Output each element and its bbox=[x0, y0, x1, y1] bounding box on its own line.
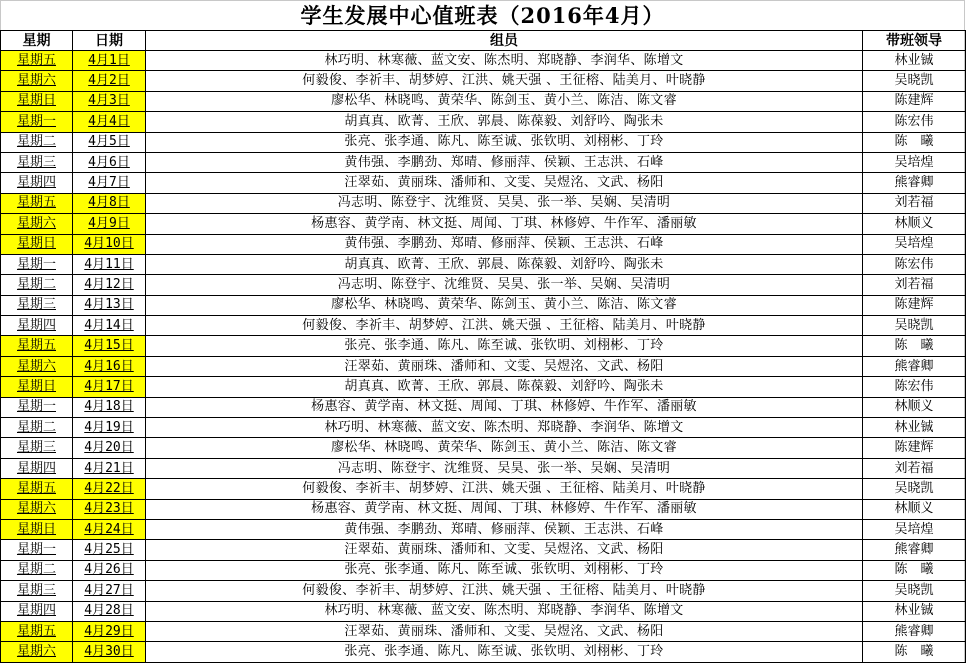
members-cell[interactable]: 杨惠容、黄学南、林文挺、周闻、丁琪、林修婷、牛作军、潘丽敏 bbox=[146, 499, 863, 519]
date-cell[interactable]: 4月22日 bbox=[73, 479, 146, 499]
members-cell[interactable]: 何毅俊、李祈丰、胡梦婷、江洪、姚天强 、王征榕、陆美月、叶晓静 bbox=[146, 71, 863, 91]
leader-cell[interactable]: 陈 曦 bbox=[863, 132, 966, 152]
date-cell[interactable]: 4月1日 bbox=[73, 51, 146, 71]
table-row bbox=[1, 479, 966, 499]
table-row bbox=[1, 214, 966, 234]
members-cell[interactable]: 何毅俊、李祈丰、胡梦婷、江洪、姚天强 、王征榕、陆美月、叶晓静 bbox=[146, 316, 863, 336]
members-cell[interactable]: 汪翠茹、黄丽珠、潘师和、文雯、吴煜洺、文武、杨阳 bbox=[146, 540, 863, 560]
leader-cell[interactable]: 吴培煌 bbox=[863, 519, 966, 539]
header-members[interactable]: 组员 bbox=[146, 31, 863, 51]
table-row bbox=[1, 356, 966, 376]
date-cell[interactable]: 4月29日 bbox=[73, 621, 146, 641]
date-cell[interactable]: 4月5日 bbox=[73, 132, 146, 152]
leader-cell[interactable]: 林顺义 bbox=[863, 499, 966, 519]
members-cell[interactable]: 张亮、张李通、陈凡、陈至诚、张钦明、刘栩彬、丁玲 bbox=[146, 560, 863, 580]
date-cell[interactable]: 4月23日 bbox=[73, 499, 146, 519]
members-cell[interactable]: 汪翠茹、黄丽珠、潘师和、文雯、吴煜洺、文武、杨阳 bbox=[146, 173, 863, 193]
date-cell[interactable]: 4月8日 bbox=[73, 193, 146, 213]
table-row bbox=[1, 152, 966, 172]
leader-cell[interactable]: 刘若福 bbox=[863, 458, 966, 478]
members-cell[interactable]: 黄伟强、李鹏劲、郑晴、修丽萍、侯颖、王志洪、石峰 bbox=[146, 519, 863, 539]
leader-cell[interactable]: 吴培煌 bbox=[863, 152, 966, 172]
weekday-cell[interactable]: 星期五 bbox=[1, 621, 73, 641]
members-cell[interactable]: 胡真真、欧菁、王欣、郭晨、陈葆毅、刘舒吟、陶张未 bbox=[146, 377, 863, 397]
date-cell[interactable]: 4月3日 bbox=[73, 91, 146, 111]
weekday-cell[interactable]: 星期四 bbox=[1, 601, 73, 621]
date-cell[interactable]: 4月15日 bbox=[73, 336, 146, 356]
table-row bbox=[1, 438, 966, 458]
date-cell[interactable]: 4月7日 bbox=[73, 173, 146, 193]
weekday-cell[interactable]: 星期日 bbox=[1, 234, 73, 254]
table-row bbox=[1, 397, 966, 417]
table-body bbox=[1, 51, 966, 663]
members-cell[interactable]: 汪翠茹、黄丽珠、潘师和、文雯、吴煜洺、文武、杨阳 bbox=[146, 621, 863, 641]
weekday-cell[interactable]: 星期五 bbox=[1, 193, 73, 213]
members-cell[interactable]: 胡真真、欧菁、王欣、郭晨、陈葆毅、刘舒吟、陶张未 bbox=[146, 254, 863, 274]
date-cell[interactable]: 4月25日 bbox=[73, 540, 146, 560]
date-cell[interactable]: 4月17日 bbox=[73, 377, 146, 397]
weekday-cell[interactable]: 星期日 bbox=[1, 519, 73, 539]
leader-cell[interactable]: 林业铖 bbox=[863, 601, 966, 621]
table-row bbox=[1, 316, 966, 336]
table-row bbox=[1, 295, 966, 315]
table-row bbox=[1, 519, 966, 539]
members-cell[interactable]: 黄伟强、李鹏劲、郑晴、修丽萍、侯颖、王志洪、石峰 bbox=[146, 234, 863, 254]
weekday-cell[interactable]: 星期一 bbox=[1, 254, 73, 274]
leader-cell[interactable]: 熊睿卿 bbox=[863, 173, 966, 193]
table-row bbox=[1, 642, 966, 662]
table-row bbox=[1, 621, 966, 641]
members-cell[interactable]: 冯志明、陈登宇、沈维贤、吴昊、张一举、吴娴、吴清明 bbox=[146, 193, 863, 213]
weekday-cell[interactable]: 星期五 bbox=[1, 479, 73, 499]
leader-cell[interactable]: 吴晓凯 bbox=[863, 71, 966, 91]
date-cell[interactable]: 4月4日 bbox=[73, 112, 146, 132]
leader-cell[interactable]: 陈宏伟 bbox=[863, 254, 966, 274]
date-cell[interactable]: 4月11日 bbox=[73, 254, 146, 274]
table-row bbox=[1, 71, 966, 91]
date-cell[interactable]: 4月12日 bbox=[73, 275, 146, 295]
members-cell[interactable]: 汪翠茹、黄丽珠、潘师和、文雯、吴煜洺、文武、杨阳 bbox=[146, 356, 863, 376]
date-cell[interactable]: 4月10日 bbox=[73, 234, 146, 254]
weekday-cell[interactable]: 星期四 bbox=[1, 316, 73, 336]
table-row bbox=[1, 581, 966, 601]
weekday-cell[interactable]: 星期二 bbox=[1, 418, 73, 438]
leader-cell[interactable]: 陈宏伟 bbox=[863, 377, 966, 397]
date-cell[interactable]: 4月18日 bbox=[73, 397, 146, 417]
table-row bbox=[1, 458, 966, 478]
weekday-cell[interactable]: 星期五 bbox=[1, 51, 73, 71]
weekday-cell[interactable]: 星期六 bbox=[1, 356, 73, 376]
weekday-cell[interactable]: 星期六 bbox=[1, 642, 73, 662]
weekday-cell[interactable]: 星期一 bbox=[1, 540, 73, 560]
date-cell[interactable]: 4月14日 bbox=[73, 316, 146, 336]
duty-schedule-table bbox=[0, 30, 966, 663]
leader-cell[interactable]: 吴晓凯 bbox=[863, 316, 966, 336]
table-row bbox=[1, 499, 966, 519]
weekday-cell[interactable]: 星期五 bbox=[1, 336, 73, 356]
weekday-cell[interactable]: 星期三 bbox=[1, 581, 73, 601]
table-row bbox=[1, 132, 966, 152]
leader-cell[interactable]: 刘若福 bbox=[863, 275, 966, 295]
table-row bbox=[1, 560, 966, 580]
table-row bbox=[1, 173, 966, 193]
members-cell[interactable]: 林巧明、林寒薇、蓝文安、陈杰明、郑晓静、李润华、陈增文 bbox=[146, 418, 863, 438]
leader-cell[interactable]: 陈 曦 bbox=[863, 336, 966, 356]
members-cell[interactable]: 廖松华、林晓鸣、黄荣华、陈剑玉、黄小兰、陈洁、陈文睿 bbox=[146, 91, 863, 111]
leader-cell[interactable]: 林业铖 bbox=[863, 418, 966, 438]
table-row bbox=[1, 601, 966, 621]
table-row bbox=[1, 193, 966, 213]
weekday-cell[interactable]: 星期四 bbox=[1, 458, 73, 478]
table-row bbox=[1, 377, 966, 397]
table-row bbox=[1, 254, 966, 274]
table-row bbox=[1, 418, 966, 438]
weekday-cell[interactable]: 星期三 bbox=[1, 295, 73, 315]
members-cell[interactable]: 张亮、张李通、陈凡、陈至诚、张钦明、刘栩彬、丁玲 bbox=[146, 642, 863, 662]
date-cell[interactable]: 4月21日 bbox=[73, 458, 146, 478]
members-cell[interactable]: 林巧明、林寒薇、蓝文安、陈杰明、郑晓静、李润华、陈增文 bbox=[146, 51, 863, 71]
date-cell[interactable]: 4月16日 bbox=[73, 356, 146, 376]
weekday-cell[interactable]: 星期一 bbox=[1, 397, 73, 417]
table-row bbox=[1, 234, 966, 254]
leader-cell[interactable]: 林业铖 bbox=[863, 51, 966, 71]
members-cell[interactable]: 何毅俊、李祈丰、胡梦婷、江洪、姚天强 、王征榕、陆美月、叶晓静 bbox=[146, 581, 863, 601]
table-row bbox=[1, 540, 966, 560]
leader-cell[interactable]: 熊睿卿 bbox=[863, 540, 966, 560]
members-cell[interactable]: 杨惠容、黄学南、林文挺、周闻、丁琪、林修婷、牛作军、潘丽敏 bbox=[146, 397, 863, 417]
members-cell[interactable]: 杨惠容、黄学南、林文挺、周闻、丁琪、林修婷、牛作军、潘丽敏 bbox=[146, 214, 863, 234]
members-cell[interactable]: 何毅俊、李祈丰、胡梦婷、江洪、姚天强 、王征榕、陆美月、叶晓静 bbox=[146, 479, 863, 499]
leader-cell[interactable]: 吴培煌 bbox=[863, 234, 966, 254]
page-title: 学生发展中心值班表（2016年4月） bbox=[300, 3, 665, 28]
weekday-cell[interactable]: 星期六 bbox=[1, 214, 73, 234]
table-row bbox=[1, 51, 966, 71]
date-cell[interactable]: 4月24日 bbox=[73, 519, 146, 539]
members-cell[interactable]: 廖松华、林晓鸣、黄荣华、陈剑玉、黄小兰、陈洁、陈文睿 bbox=[146, 438, 863, 458]
members-cell[interactable]: 冯志明、陈登宇、沈维贤、吴昊、张一举、吴娴、吴清明 bbox=[146, 458, 863, 478]
leader-cell[interactable]: 熊睿卿 bbox=[863, 621, 966, 641]
members-cell[interactable]: 张亮、张李通、陈凡、陈至诚、张钦明、刘栩彬、丁玲 bbox=[146, 132, 863, 152]
leader-cell[interactable]: 陈 曦 bbox=[863, 642, 966, 662]
table-row bbox=[1, 112, 966, 132]
leader-cell[interactable]: 吴晓凯 bbox=[863, 581, 966, 601]
weekday-cell[interactable]: 星期一 bbox=[1, 112, 73, 132]
date-cell[interactable]: 4月27日 bbox=[73, 581, 146, 601]
date-cell[interactable]: 4月28日 bbox=[73, 601, 146, 621]
weekday-cell[interactable]: 星期日 bbox=[1, 91, 73, 111]
date-cell[interactable]: 4月30日 bbox=[73, 642, 146, 662]
members-cell[interactable]: 林巧明、林寒薇、蓝文安、陈杰明、郑晓静、李润华、陈增文 bbox=[146, 601, 863, 621]
date-cell[interactable]: 4月19日 bbox=[73, 418, 146, 438]
members-cell[interactable]: 冯志明、陈登宇、沈维贤、吴昊、张一举、吴娴、吴清明 bbox=[146, 275, 863, 295]
date-cell[interactable]: 4月6日 bbox=[73, 152, 146, 172]
leader-cell[interactable]: 刘若福 bbox=[863, 193, 966, 213]
members-cell[interactable]: 黄伟强、李鹏劲、郑晴、修丽萍、侯颖、王志洪、石峰 bbox=[146, 152, 863, 172]
leader-cell[interactable]: 熊睿卿 bbox=[863, 356, 966, 376]
table-row bbox=[1, 91, 966, 111]
members-cell[interactable]: 张亮、张李通、陈凡、陈至诚、张钦明、刘栩彬、丁玲 bbox=[146, 336, 863, 356]
leader-cell[interactable]: 陈建辉 bbox=[863, 295, 966, 315]
weekday-cell[interactable]: 星期二 bbox=[1, 275, 73, 295]
weekday-cell[interactable]: 星期四 bbox=[1, 173, 73, 193]
leader-cell[interactable]: 陈宏伟 bbox=[863, 112, 966, 132]
date-cell[interactable]: 4月20日 bbox=[73, 438, 146, 458]
date-cell[interactable]: 4月26日 bbox=[73, 560, 146, 580]
weekday-cell[interactable]: 星期六 bbox=[1, 499, 73, 519]
weekday-cell[interactable]: 星期三 bbox=[1, 438, 73, 458]
leader-cell[interactable]: 吴晓凯 bbox=[863, 479, 966, 499]
leader-cell[interactable]: 陈建辉 bbox=[863, 438, 966, 458]
weekday-cell[interactable]: 星期二 bbox=[1, 132, 73, 152]
table-row bbox=[1, 336, 966, 356]
header-leader[interactable]: 带班领导 bbox=[863, 31, 966, 51]
weekday-cell[interactable]: 星期六 bbox=[1, 71, 73, 91]
leader-cell[interactable]: 陈建辉 bbox=[863, 91, 966, 111]
header-row bbox=[1, 31, 966, 51]
header-date[interactable]: 日期 bbox=[73, 31, 146, 51]
date-cell[interactable]: 4月13日 bbox=[73, 295, 146, 315]
members-cell[interactable]: 廖松华、林晓鸣、黄荣华、陈剑玉、黄小兰、陈洁、陈文睿 bbox=[146, 295, 863, 315]
date-cell[interactable]: 4月2日 bbox=[73, 71, 146, 91]
table-row bbox=[1, 275, 966, 295]
leader-cell[interactable]: 林顺义 bbox=[863, 397, 966, 417]
date-cell[interactable]: 4月9日 bbox=[73, 214, 146, 234]
weekday-cell[interactable]: 星期日 bbox=[1, 377, 73, 397]
leader-cell[interactable]: 林顺义 bbox=[863, 214, 966, 234]
members-cell[interactable]: 胡真真、欧菁、王欣、郭晨、陈葆毅、刘舒吟、陶张未 bbox=[146, 112, 863, 132]
leader-cell[interactable]: 陈 曦 bbox=[863, 560, 966, 580]
weekday-cell[interactable]: 星期二 bbox=[1, 560, 73, 580]
header-weekday[interactable]: 星期 bbox=[1, 31, 73, 51]
weekday-cell[interactable]: 星期三 bbox=[1, 152, 73, 172]
